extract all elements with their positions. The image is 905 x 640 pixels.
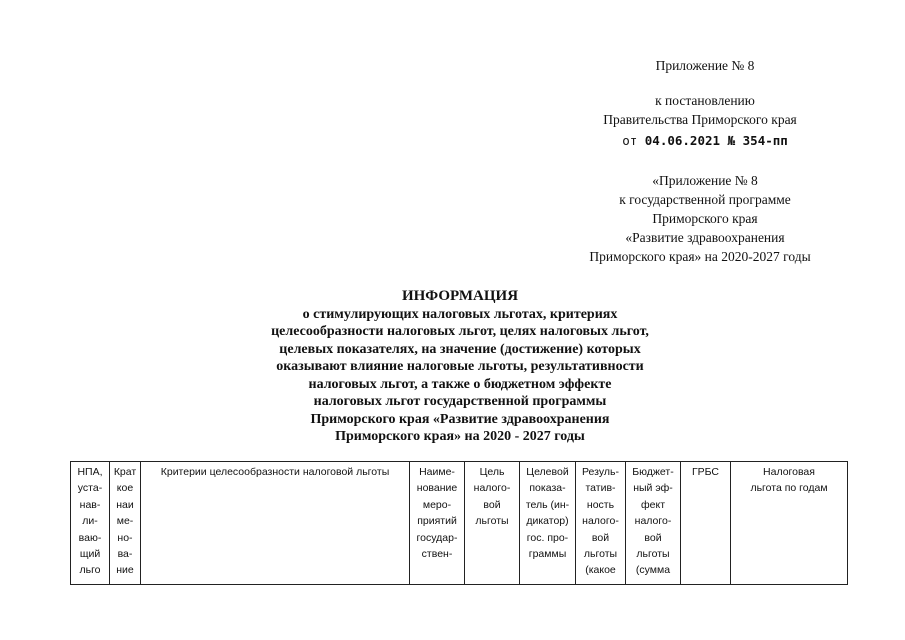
- col-header-by-years: [731, 462, 848, 585]
- header-cell-line: ва-: [117, 548, 133, 561]
- header-cell-line: НПА,: [77, 466, 103, 478]
- header-cell-line: (какое: [585, 564, 616, 577]
- program-appendix-line-3: Приморского края: [652, 211, 758, 226]
- col-header-budget: [626, 462, 681, 585]
- doc-title-line-6: налоговых льгот государственной программы: [313, 394, 607, 409]
- program-appendix-line-1: «Приложение № 8: [652, 173, 758, 188]
- header-cell-line: Резуль-: [582, 466, 619, 478]
- program-appendix-line-2: к государственной программе: [619, 192, 791, 207]
- header-cell-line: ме-: [116, 515, 134, 528]
- col-header-goal: [465, 462, 520, 585]
- header-cell-line: фект: [641, 498, 665, 511]
- header-cell-line: ный эф-: [633, 482, 673, 495]
- header-cell-line: налого-: [473, 482, 511, 495]
- header-cell-line: показа-: [529, 482, 566, 495]
- doc-heading: ИНФОРМАЦИЯ: [401, 288, 519, 304]
- header-cell-line: дикатор): [526, 515, 569, 528]
- header-cell-line: татив-: [585, 482, 616, 495]
- appendix-government: Правительства Приморского края: [603, 112, 797, 127]
- decree-prefix: от: [622, 133, 638, 148]
- header-cell-line: ли-: [82, 515, 98, 528]
- col-header-grbs: [681, 462, 731, 585]
- col-header-short-name: [110, 462, 141, 585]
- header-cell-line: ваю-: [78, 531, 102, 544]
- header-cell-line: ние: [116, 564, 134, 577]
- header-cell-line: наи: [116, 498, 134, 511]
- col-header-event: [410, 462, 465, 585]
- header-cell-line: меро-: [422, 498, 452, 511]
- header-cell-line: налого-: [582, 515, 619, 528]
- header-cell-line: приятий: [417, 515, 457, 528]
- program-appendix-line-4: «Развитие здравоохранения: [625, 230, 785, 245]
- header-cell-line: уста-: [77, 482, 103, 495]
- benefits-table: [70, 461, 848, 585]
- header-cell-line: Цель: [479, 466, 505, 478]
- header-cell-line: Крат: [113, 466, 137, 478]
- col-header-npa: [71, 462, 110, 585]
- header-cell-line: льгота по годам: [750, 482, 828, 495]
- header-cell-line: граммы: [528, 548, 567, 561]
- col-header-result: [576, 462, 626, 585]
- header-cell-line: льготы: [583, 548, 618, 561]
- doc-title-line-2: целесообразности налоговых льгот, целях налоговых льгот,: [271, 324, 649, 339]
- header-cell-line: нование: [416, 482, 458, 495]
- program-appendix-line-5: Приморского края» на 2020-2027 годы: [589, 249, 811, 264]
- doc-title-line-5: налоговых льгот, а также о бюджетном эффекте: [308, 377, 612, 392]
- header-cell-line: кое: [116, 482, 134, 495]
- header-cell-line: вой: [483, 498, 501, 511]
- decree-number: 354-пп: [742, 133, 788, 148]
- header-cell-line: Бюджет-: [632, 466, 674, 478]
- header-cell-line: льготы: [636, 548, 670, 561]
- header-cell-line: щий: [79, 548, 101, 561]
- col-header-indicator: [520, 462, 576, 585]
- header-cell-line: ГРБС: [691, 466, 720, 478]
- doc-title-line-1: о стимулирующих налоговых льготах, критериях: [302, 307, 618, 322]
- header-cell-line: ность: [586, 498, 615, 511]
- header-cell-line: вой: [644, 531, 662, 544]
- header-cell-line: вой: [591, 531, 610, 544]
- header-cell-line: Критерии целесообразности налоговой льготы: [160, 466, 390, 478]
- header-cell-line: нав-: [79, 498, 101, 511]
- header-cell-line: Наиме-: [419, 466, 455, 478]
- header-cell-line: тель (ин-: [525, 498, 570, 511]
- appendix-to-resolution: к постановлению: [655, 93, 755, 108]
- decree-num-sign: №: [727, 133, 736, 148]
- header-cell-line: налого-: [634, 515, 672, 528]
- doc-title-line-7: Приморского края «Развитие здравоохранения: [310, 412, 610, 427]
- appendix-title: Приложение № 8: [655, 58, 755, 73]
- header-cell-line: гос. про-: [526, 531, 569, 544]
- table-header-row: [71, 462, 848, 585]
- col-header-criteria: [141, 462, 410, 585]
- header-cell-line: ствен-: [421, 548, 453, 561]
- header-cell-line: (сумма: [635, 564, 671, 577]
- header-cell-line: но-: [117, 531, 133, 544]
- decree-line: [540, 132, 870, 149]
- header-cell-line: Налоговая: [763, 466, 815, 478]
- doc-title-line-3: целевых показателях, на значение (достижение) которых: [279, 342, 641, 357]
- doc-title-line-4: оказывают влияние налоговые льготы, результативности: [276, 359, 644, 374]
- header-cell-line: государ-: [416, 531, 458, 544]
- header-cell-line: Целевой: [526, 466, 569, 478]
- header-cell-line: льготы: [475, 515, 509, 528]
- doc-title-line-8: Приморского края» на 2020 - 2027 годы: [335, 429, 585, 444]
- decree-date: 04.06.2021: [644, 133, 721, 148]
- header-cell-line: льго: [79, 564, 101, 577]
